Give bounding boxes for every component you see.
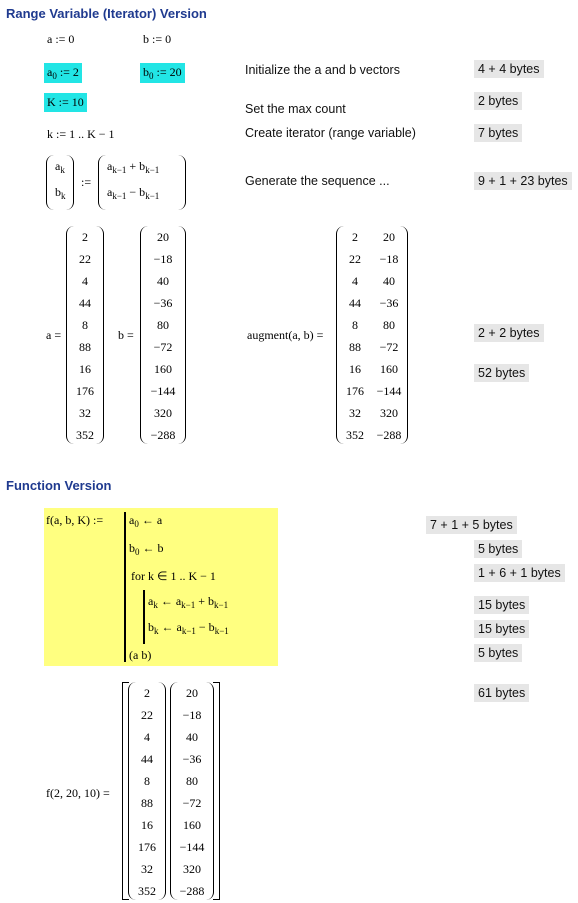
b0-rhs: := 20 — [156, 65, 182, 79]
function-a-cell: 88 — [141, 796, 153, 810]
augment-a-cell: 8 — [352, 318, 358, 332]
bytes-l1: 5 bytes — [474, 540, 522, 558]
a-value-cell: 22 — [79, 252, 91, 266]
function-a-cell: 176 — [138, 840, 156, 854]
augment-b-cell: −36 — [379, 296, 399, 310]
annotation-init: Initialize the a and b vectors — [245, 63, 400, 77]
b0-assignment[interactable] — [140, 63, 185, 83]
b-value-cell: 80 — [157, 318, 169, 332]
function-b-cell: −18 — [182, 708, 202, 722]
program-bar — [124, 512, 126, 662]
prog-line-bk: $b_k$ ← $a_{k-1} - b_{k-1}$ — [148, 620, 229, 636]
bytes-fdef: 7 + 1 + 5 bytes — [426, 516, 517, 534]
b-value-cell: −36 — [153, 296, 173, 310]
a-value-cell: 16 — [79, 362, 91, 376]
function-b-cell: −36 — [182, 752, 202, 766]
function-result-col-a — [128, 682, 166, 900]
augment-b-cell: −72 — [379, 340, 399, 354]
function-a-cell: 44 — [141, 752, 153, 766]
function-b-cell: −144 — [179, 840, 205, 854]
annotation-gen: Generate the sequence ... — [245, 174, 390, 188]
a-value-cell: 32 — [79, 406, 91, 420]
function-a-cell: 4 — [144, 730, 150, 744]
augment-a-cell: 352 — [346, 428, 364, 442]
augment-a-cell: 4 — [352, 274, 358, 288]
b0-sub: 0 — [149, 71, 154, 81]
augment-label: augment(a, b) = — [247, 328, 324, 342]
b-result-vector — [140, 226, 186, 444]
bytes-total-iterator: 52 bytes — [474, 364, 529, 382]
bytes-l3: 15 bytes — [474, 596, 529, 614]
b0-lhs: b — [143, 65, 149, 79]
function-signature: f(a, b, K) := — [46, 513, 104, 527]
augment-a-cell: 2 — [352, 230, 358, 244]
augment-b-cell: −18 — [379, 252, 399, 266]
augment-b-cell: 160 — [380, 362, 398, 376]
a0-rhs: := 2 — [59, 65, 79, 79]
function-a-cell: 22 — [141, 708, 153, 722]
a-value-cell: 4 — [82, 274, 88, 288]
a0-assignment[interactable] — [44, 63, 82, 83]
init-b[interactable]: b := 0 — [143, 32, 172, 46]
augment-b-cell: 40 — [383, 274, 395, 288]
augment-a-cell: 176 — [346, 384, 364, 398]
b-value-cell: −18 — [153, 252, 173, 266]
section-title-function: Function Version — [6, 478, 112, 493]
b-value-cell: 40 — [157, 274, 169, 288]
a0-lhs: a — [47, 65, 53, 79]
a-value-cell: 352 — [76, 428, 94, 442]
augment-a-cell: 16 — [349, 362, 361, 376]
augment-a-cell: 32 — [349, 406, 361, 420]
augment-b-cell: 320 — [380, 406, 398, 420]
seq-rhs-top: $a_{k-1} + b_{k-1}$ — [107, 159, 160, 175]
init-a[interactable]: a := 0 — [47, 32, 75, 46]
range-definition[interactable]: k := 1 .. K − 1 — [47, 127, 115, 141]
function-a-cell: 16 — [141, 818, 153, 832]
seq-lhs-top: $a_k$ — [55, 159, 65, 175]
seq-rhs-bot: $a_{k-1} - b_{k-1}$ — [107, 185, 160, 201]
a-result-vector — [66, 226, 104, 444]
bytes-l5: 5 bytes — [474, 644, 522, 662]
K-definition[interactable]: K := 10 — [44, 93, 87, 112]
augment-a-cell: 22 — [349, 252, 361, 266]
function-b-cell: −288 — [179, 884, 205, 898]
function-b-cell: 320 — [183, 862, 201, 876]
a-value-cell: 8 — [82, 318, 88, 332]
a-value-cell: 176 — [76, 384, 94, 398]
augment-a-cell: 44 — [349, 296, 361, 310]
seq-lhs-vector — [46, 155, 74, 210]
augment-matrix — [336, 226, 408, 444]
function-result-matrix — [122, 682, 220, 900]
bytes-iter: 7 bytes — [474, 124, 522, 142]
augment-b-cell: 20 — [383, 230, 395, 244]
b-result-label: b = — [118, 328, 134, 342]
function-b-cell: 160 — [183, 818, 201, 832]
loop-bar — [143, 590, 145, 644]
function-a-cell: 32 — [141, 862, 153, 876]
prog-line-for: for k ∈ 1 .. K − 1 — [131, 569, 216, 583]
bytes-l2: 1 + 6 + 1 bytes — [474, 564, 565, 582]
bytes-l4: 15 bytes — [474, 620, 529, 638]
sequence-equation[interactable] — [46, 155, 186, 210]
function-b-cell: 20 — [186, 686, 198, 700]
function-a-cell: 352 — [138, 884, 156, 898]
annotation-max: Set the max count — [245, 102, 346, 116]
b-value-cell: −144 — [150, 384, 176, 398]
augment-b-cell: −288 — [376, 428, 402, 442]
bytes-max: 2 bytes — [474, 92, 522, 110]
function-a-cell: 8 — [144, 774, 150, 788]
function-b-cell: 40 — [186, 730, 198, 744]
a-result-label: a = — [46, 328, 62, 342]
bytes-init: 4 + 4 bytes — [474, 60, 544, 78]
prog-line-return: (a b) — [129, 648, 152, 662]
function-call-label: f(2, 20, 10) = — [46, 786, 110, 800]
prog-line-a0: $a_0$ ← a — [129, 513, 163, 529]
seq-assign: := — [81, 175, 92, 189]
function-a-cell: 2 — [144, 686, 150, 700]
section-title-iterator: Range Variable (Iterator) Version — [6, 6, 207, 21]
function-result-col-b — [170, 682, 214, 900]
bytes-total-function: 61 bytes — [474, 684, 529, 702]
a-value-cell: 88 — [79, 340, 91, 354]
function-b-cell: −72 — [182, 796, 202, 810]
annotation-iter: Create iterator (range variable) — [245, 126, 416, 140]
prog-line-b0: $b_0$ ← b — [129, 541, 164, 557]
seq-lhs-bot: $b_k$ — [55, 185, 66, 201]
augment-a-cell: 88 — [349, 340, 361, 354]
b-value-cell: 20 — [157, 230, 169, 244]
a0-sub: 0 — [52, 71, 57, 81]
bytes-gen: 9 + 1 + 23 bytes — [474, 172, 572, 190]
bytes-augment: 2 + 2 bytes — [474, 324, 544, 342]
a-value-cell: 44 — [79, 296, 91, 310]
b-value-cell: 160 — [154, 362, 172, 376]
augment-b-cell: 80 — [383, 318, 395, 332]
function-b-cell: 80 — [186, 774, 198, 788]
function-definition-block[interactable] — [44, 508, 278, 666]
a-value-cell: 2 — [82, 230, 88, 244]
b-value-cell: 320 — [154, 406, 172, 420]
b-value-cell: −288 — [150, 428, 176, 442]
b-value-cell: −72 — [153, 340, 173, 354]
seq-rhs-vector — [98, 155, 186, 210]
augment-b-cell: −144 — [376, 384, 402, 398]
prog-line-ak: $a_k$ ← $a_{k-1} + b_{k-1}$ — [148, 594, 229, 610]
